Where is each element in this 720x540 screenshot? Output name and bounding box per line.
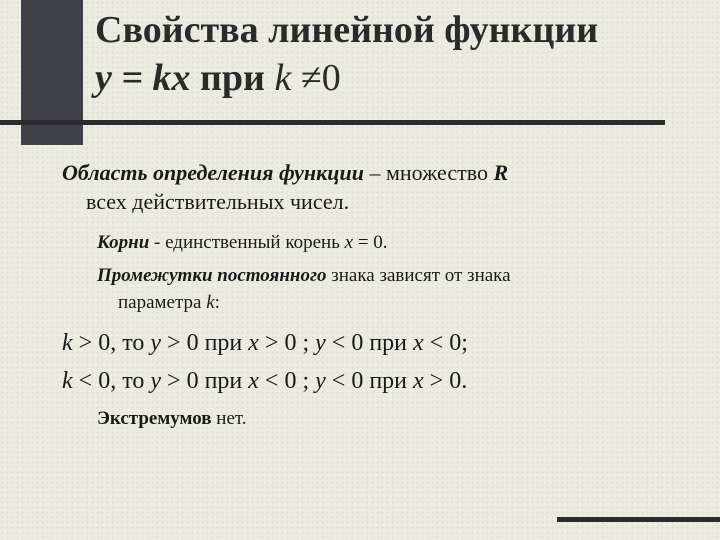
roots-var: x (344, 232, 354, 253)
case-pos-y-var: y (150, 330, 162, 356)
intervals-cont-text: параметра (118, 292, 207, 313)
case-neg-y-var: y (315, 368, 326, 394)
case-neg-k-var: k (62, 368, 73, 394)
case-neg-x-var: x (413, 368, 424, 394)
extremum-text: нет. (211, 408, 247, 429)
slide-title (95, 6, 598, 102)
case-neg-part: < 0 ; (258, 368, 316, 394)
intervals-line (97, 265, 511, 287)
extremum-term: Экстремумов (97, 408, 212, 429)
case-positive-k (62, 330, 468, 357)
case-pos-x-var: x (413, 330, 424, 356)
domain-text: – множество (363, 160, 494, 185)
case-pos-part: > 0 при (161, 330, 249, 356)
roots-line (97, 232, 388, 254)
intervals-term: Промежутки постоянного (97, 265, 327, 286)
case-neg-part: < 0 при (325, 368, 414, 394)
case-neg-part: < 0, то (72, 368, 151, 394)
case-neg-y-var: y (150, 368, 162, 394)
case-neg-part: > 0. (423, 368, 468, 394)
intervals-text: знака зависят от знака (326, 265, 511, 286)
roots-term: Корни (97, 232, 150, 253)
case-pos-part: > 0, то (72, 330, 151, 356)
roots-text: - единственный корень (149, 232, 345, 253)
roots-value: = 0. (353, 232, 388, 253)
title-condition: ≠0 (291, 57, 341, 99)
domain-line (62, 160, 508, 186)
title-word: при (190, 57, 275, 99)
intervals-cont-end: : (214, 292, 220, 313)
domain-term: Область определения функции (62, 160, 364, 185)
title-divider-line (0, 120, 665, 125)
case-negative-k (62, 368, 467, 395)
case-neg-part: > 0 при (161, 368, 249, 394)
case-neg-x-var: x (248, 368, 259, 394)
title-k: k (274, 57, 292, 99)
case-pos-part: < 0 при (325, 330, 414, 356)
case-pos-x-var: x (248, 330, 259, 356)
case-pos-y-var: y (315, 330, 326, 356)
case-pos-part: < 0; (423, 330, 468, 356)
title-line-1: Свойства линейной функции (95, 9, 599, 51)
case-pos-part: > 0 ; (258, 330, 316, 356)
case-pos-k-var: k (62, 330, 73, 356)
domain-set: R (493, 160, 509, 185)
title-equation: y = kx (95, 57, 191, 99)
footer-divider-line (557, 517, 720, 522)
domain-continuation: всех действительных чисел. (86, 189, 350, 214)
intervals-continuation (118, 292, 220, 314)
intervals-cont-var: k (206, 292, 215, 313)
extremum-line (97, 408, 247, 430)
